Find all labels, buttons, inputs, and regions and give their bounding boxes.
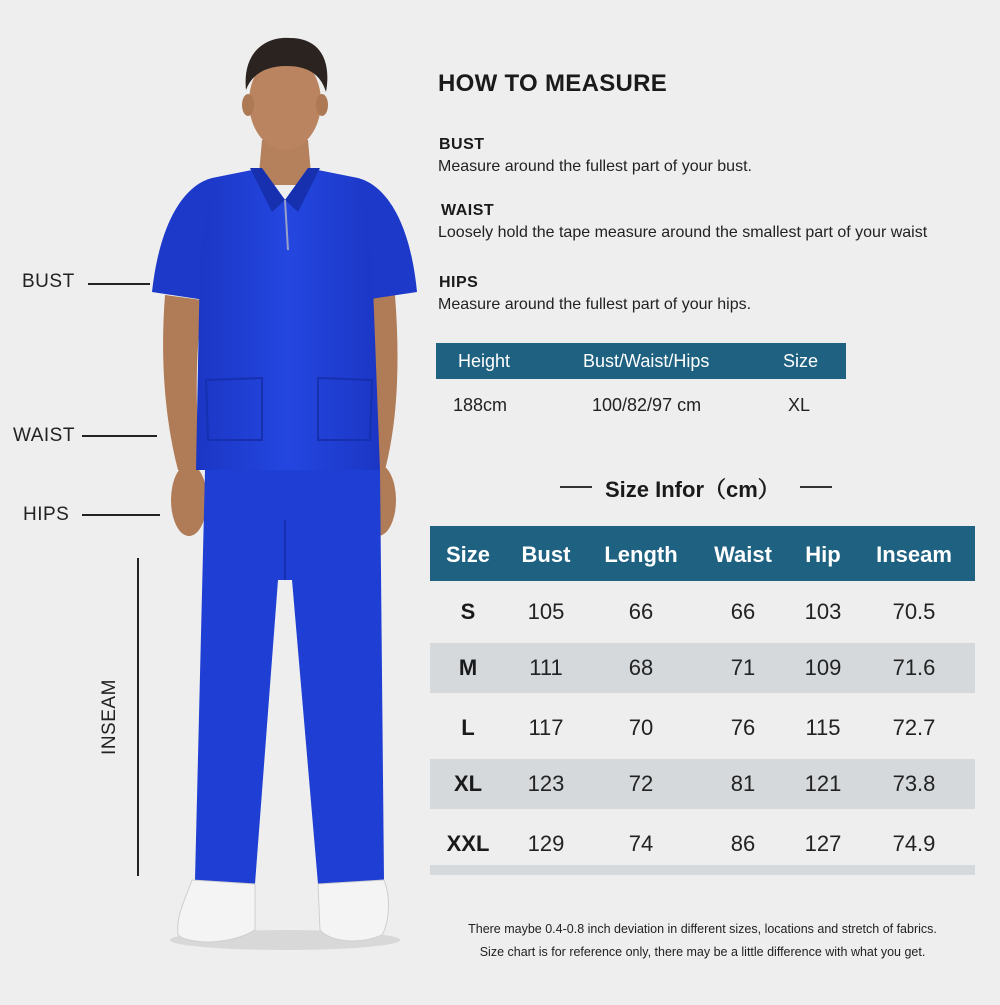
model-info-measurements: 100/82/97 cm	[592, 395, 702, 415]
title-dash-left	[560, 486, 592, 488]
table-cell-size: M	[458, 655, 478, 680]
table-bottom-bar	[430, 865, 975, 875]
waist-label: WAIST	[13, 425, 75, 446]
table-cell: 66	[628, 599, 654, 624]
how-to-measure-title: HOW TO MEASURE	[438, 70, 668, 97]
model-info-header	[436, 343, 846, 379]
measure-desc-bust: Measure around the fullest part of your bust.	[438, 158, 752, 175]
table-cell-size: XL	[453, 771, 483, 796]
measure-term-bust: BUST	[439, 136, 485, 153]
size-table-header-cell: Hip	[805, 542, 841, 567]
table-row	[430, 643, 975, 693]
size-table	[430, 526, 975, 875]
hips-pointer-line	[82, 514, 160, 516]
bust-label: BUST	[22, 271, 75, 292]
table-cell: 66	[730, 599, 756, 624]
model-info-size: XL	[788, 395, 811, 415]
size-table-header-cell: Inseam	[876, 542, 952, 567]
table-row	[430, 587, 975, 637]
size-info-title-text: Size Infor（cm）	[605, 477, 780, 502]
table-cell: 68	[628, 655, 654, 680]
size-table-header-cell: Length	[604, 542, 678, 567]
size-table-header	[430, 526, 975, 581]
bust-pointer-line	[88, 283, 150, 285]
table-cell: 72.7	[892, 715, 936, 740]
measure-desc-waist: Loosely hold the tape measure around the smallest part of your waist	[438, 224, 928, 241]
model-info-header-measurements: Bust/Waist/Hips	[583, 351, 710, 371]
size-table-header-cell: Bust	[521, 542, 571, 567]
size-info-title	[560, 470, 832, 504]
inseam-label: INSEAM	[99, 679, 120, 755]
table-cell: 71.6	[892, 655, 936, 680]
measure-term-hips: HIPS	[439, 274, 479, 291]
table-cell: 127	[804, 831, 842, 856]
table-cell-size: L	[461, 715, 475, 740]
model-info-header-size: Size	[783, 351, 819, 371]
waist-pointer-line	[82, 435, 157, 437]
size-table-header-cell: Waist	[714, 542, 772, 567]
reference-note: Size chart is for reference only, there may be a little difference with what you get.	[479, 945, 926, 959]
table-cell: 73.8	[892, 771, 936, 796]
table-cell: 105	[527, 599, 565, 624]
table-cell: 70	[628, 715, 654, 740]
table-cell: 86	[730, 831, 756, 856]
table-cell: 81	[730, 771, 756, 796]
deviation-note: There maybe 0.4-0.8 inch deviation in different sizes, locations and stretch of fabrics.	[468, 922, 937, 936]
model-wearing-scrubs-image	[0, 0, 430, 1000]
measure-desc-hips: Measure around the fullest part of your hips.	[438, 296, 752, 313]
table-row	[430, 759, 975, 809]
table-cell: 76	[730, 715, 756, 740]
table-cell: 129	[527, 831, 565, 856]
table-cell: 109	[804, 655, 842, 680]
hips-label: HIPS	[23, 504, 70, 525]
table-row	[430, 819, 975, 869]
table-cell: 103	[804, 599, 842, 624]
table-cell-size: XXL	[446, 831, 490, 856]
table-cell: 111	[529, 655, 563, 680]
table-cell: 70.5	[892, 599, 936, 624]
table-cell: 74	[628, 831, 654, 856]
model-info-height: 188cm	[453, 395, 508, 415]
model-info-header-height: Height	[458, 351, 511, 371]
inseam-measure-line	[137, 558, 139, 876]
size-table-header-cell: Size	[445, 542, 491, 567]
table-row	[430, 703, 975, 753]
table-cell: 117	[528, 715, 564, 740]
table-cell: 123	[527, 771, 565, 796]
table-cell: 74.9	[892, 831, 936, 856]
table-cell: 72	[628, 771, 654, 796]
table-cell: 121	[804, 771, 842, 796]
title-dash-right	[800, 486, 832, 488]
model-figure	[0, 0, 430, 1000]
model-info-row	[436, 387, 846, 423]
table-cell: 115	[805, 715, 841, 740]
table-cell-size: S	[460, 599, 476, 624]
measure-term-waist: WAIST	[441, 202, 495, 219]
table-cell: 71	[730, 655, 756, 680]
